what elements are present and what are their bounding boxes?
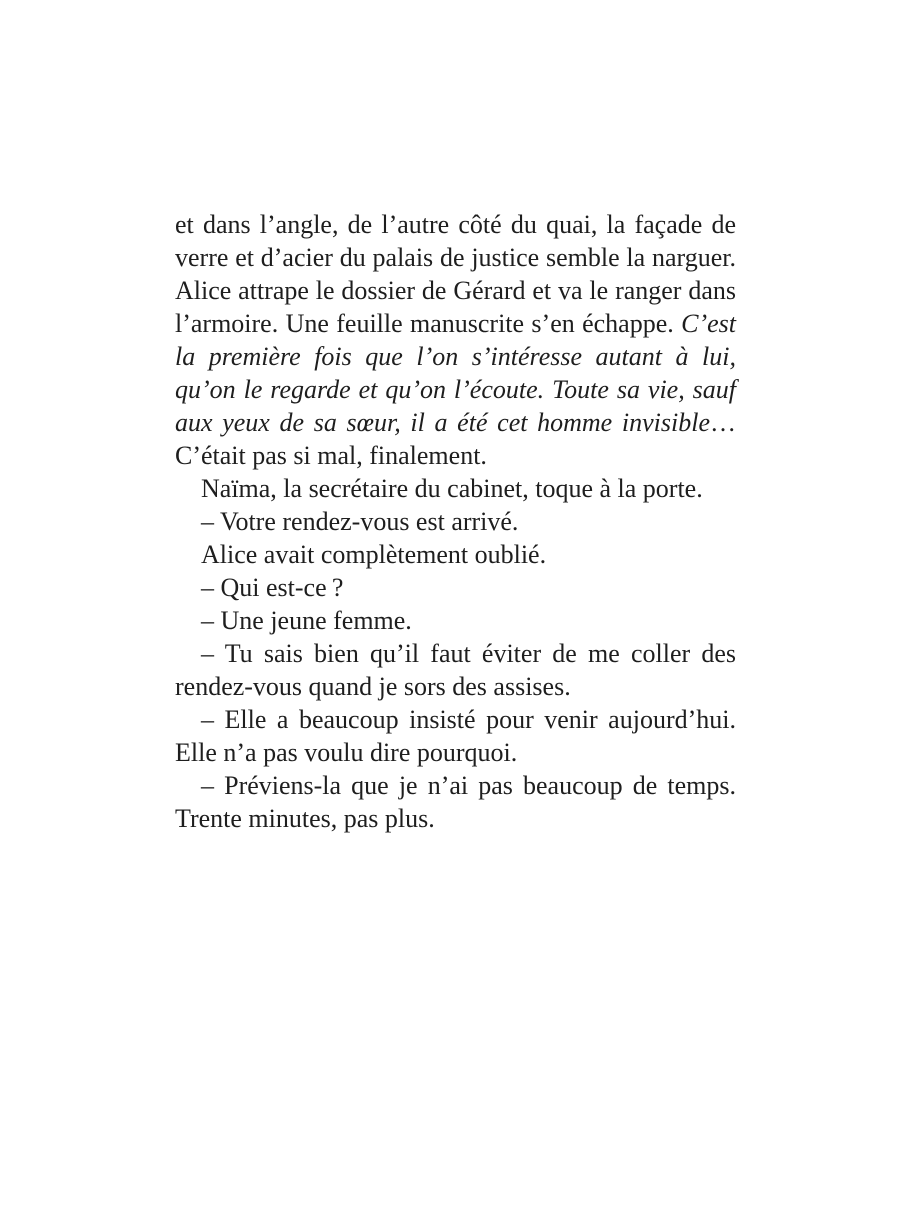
paragraph-dialogue: [175, 604, 736, 637]
text-run-italic: C’est la première fois que l’on s’intéresse autant à lui, qu’on le regarde et qu’on l’écoute. Toute sa vie, sauf aux yeux de sa sœur, il a été cet homme invisible: [175, 309, 736, 437]
paragraph: [175, 208, 736, 472]
page-text: [175, 208, 736, 835]
paragraph-dialogue: [175, 637, 736, 703]
paragraph-dialogue: [175, 571, 736, 604]
paragraph: [175, 538, 736, 571]
paragraph-dialogue: [175, 703, 736, 769]
paragraph-dialogue: [175, 769, 736, 835]
text-run: … C’était pas si mal, finalement.: [175, 408, 736, 470]
text-run: Naïma, la secrétaire du cabinet, toque à la porte.: [201, 474, 703, 503]
text-run: – Votre rendez-vous est arrivé.: [201, 507, 519, 536]
paragraph: [175, 472, 736, 505]
text-run: Alice avait complètement oublié.: [201, 540, 547, 569]
text-run: – Qui est-ce ?: [201, 573, 344, 602]
paragraph-dialogue: [175, 505, 736, 538]
text-run: et dans l’angle, de l’autre côté du quai, la façade de verre et d’acier du palais de justice semble la narguer. Alice attrape le dossier de Gérard et va le ranger dans l’armoire. Une feuille manuscrite s’en échappe.: [175, 210, 736, 338]
text-run: – Préviens-la que je n’ai pas beaucoup de temps. Trente minutes, pas plus.: [175, 771, 736, 833]
text-run: – Tu sais bien qu’il faut éviter de me coller des rendez-vous quand je sors des assises.: [175, 639, 736, 701]
text-run: – Elle a beaucoup insisté pour venir aujourd’hui. Elle n’a pas voulu dire pourquoi.: [175, 705, 736, 767]
text-run: – Une jeune femme.: [201, 606, 412, 635]
